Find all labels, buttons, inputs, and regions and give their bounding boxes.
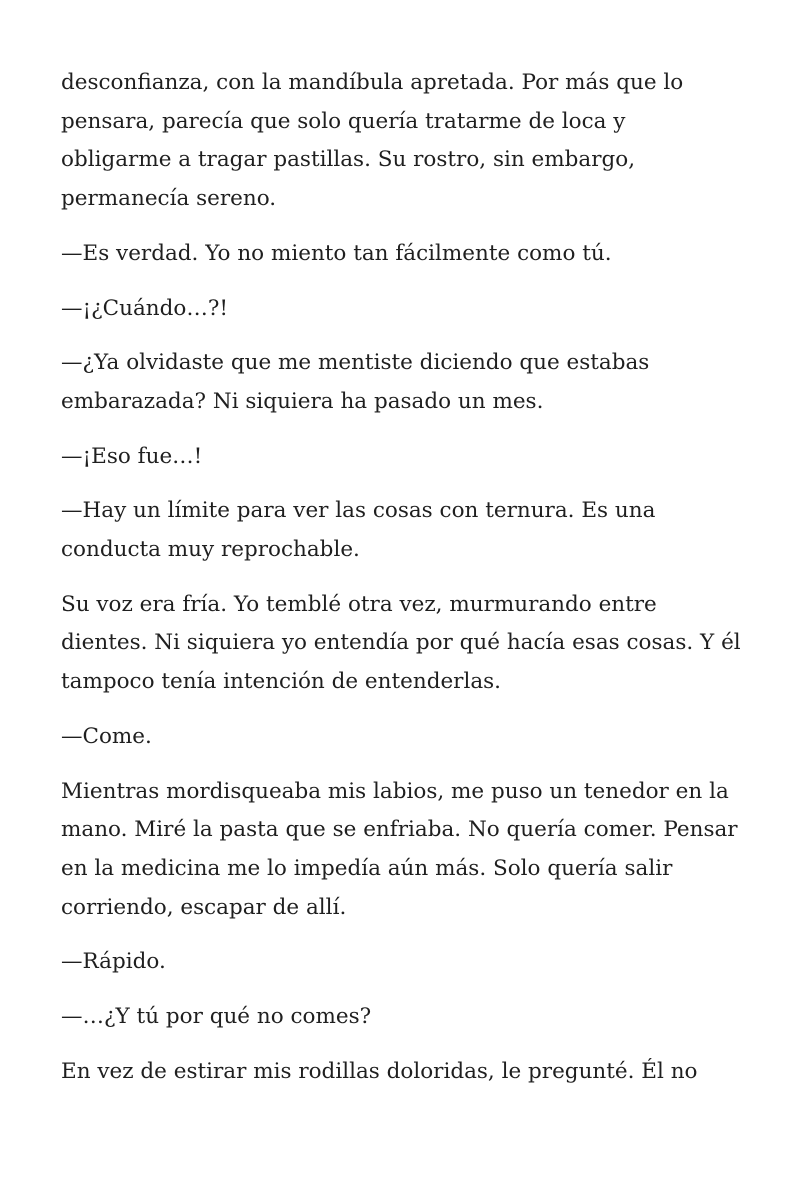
paragraph: —Es verdad. Yo no miento tan fácilmente como tú. bbox=[61, 240, 612, 266]
paragraph: —Come. bbox=[61, 723, 152, 749]
paragraph: Mientras mordisqueaba mis labios, me puso un tenedor en la mano. Miré la pasta que se enfriaba. No quería comer. Pensar en la medicina me lo impedía aún más. Solo quería salir corriendo, escapar de allí. bbox=[61, 778, 738, 920]
paragraph: desconfianza, con la mandíbula apretada. Por más que lo pensara, parecía que solo quería tratarme de loca y obligarme a tragar pastillas. Su rostro, sin embargo, permanecía sereno. bbox=[61, 70, 684, 212]
reading-page bbox=[61, 64, 741, 1107]
paragraph: —Hay un límite para ver las cosas con ternura. Es una conducta muy reprochable. bbox=[61, 498, 656, 563]
paragraph: —¡Eso fue…! bbox=[61, 443, 203, 469]
paragraph: —¡¿Cuándo…?! bbox=[61, 295, 229, 321]
paragraph: —…¿Y tú por qué no comes? bbox=[61, 1004, 372, 1030]
paragraph: —¿Ya olvidaste que me mentiste diciendo que estabas embarazada? Ni siquiera ha pasado un mes. bbox=[61, 350, 650, 414]
paragraph: En vez de estirar mis rodillas doloridas, le pregunté. Él no bbox=[61, 1058, 698, 1084]
paragraph: Su voz era fría. Yo temblé otra vez, murmurando entre dientes. Ni siquiera yo entendía por qué hacía esas cosas. Y él tampoco tenía intención de entenderlas. bbox=[61, 591, 741, 695]
paragraph: —Rápido. bbox=[61, 949, 166, 975]
